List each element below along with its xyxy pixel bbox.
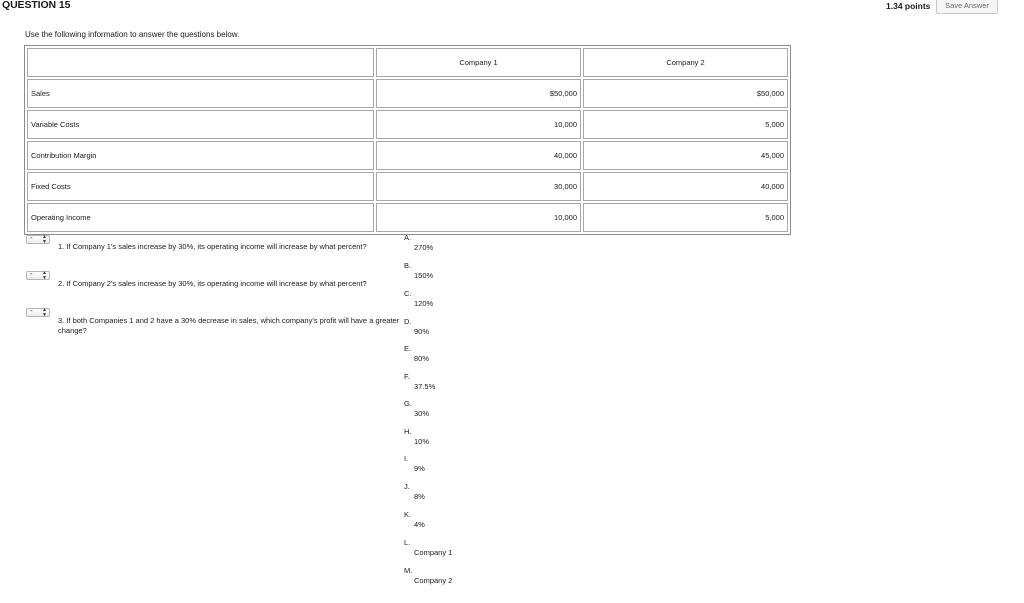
question-3-text: 3. If both Companies 1 and 2 have a 30% decrease in sales, which company's profit will have a greater change? <box>58 316 400 335</box>
option-letter: C. <box>404 289 412 298</box>
intro-text: Use the following information to answer the questions below. <box>25 30 240 39</box>
points-label: 1.34 points <box>886 1 931 11</box>
select-value: - <box>30 233 33 242</box>
option-h <box>404 427 429 446</box>
cell-company-2: 5,000 <box>583 110 788 139</box>
option-value: 10% <box>414 437 430 446</box>
option-value: 90% <box>414 327 430 336</box>
data-table <box>24 45 791 235</box>
option-letter: I. <box>404 454 409 463</box>
option-b <box>404 261 433 280</box>
option-value: 150% <box>414 271 434 280</box>
question-2-text: 2. If Company 2's sales increase by 30%, its operating income will increase by what percent? <box>58 279 367 288</box>
row-label: Operating Income <box>27 203 374 232</box>
option-i <box>404 454 425 473</box>
header-cell-company-2: Company 2 <box>583 48 788 77</box>
option-e <box>404 344 429 363</box>
select-arrows-icon: ▲ ▼ <box>42 234 47 245</box>
option-value: Company 2 <box>414 576 453 585</box>
question-title: QUESTION 15 <box>2 0 71 11</box>
row-label: Variable Costs <box>27 110 374 139</box>
option-value: 120% <box>414 299 434 308</box>
select-value: - <box>30 269 33 278</box>
option-value: 37.5% <box>414 382 436 391</box>
option-letter: D. <box>404 317 412 326</box>
option-g <box>404 399 429 418</box>
option-c <box>404 289 433 308</box>
select-arrows-icon: ▲ ▼ <box>42 307 47 318</box>
table-row <box>27 203 788 232</box>
cell-company-1: 40,000 <box>376 141 581 170</box>
option-k <box>404 510 425 529</box>
cell-company-1: 10,000 <box>376 203 581 232</box>
cell-company-2: 5,000 <box>583 203 788 232</box>
option-value: 30% <box>414 409 430 418</box>
answer-select-q1[interactable] <box>26 235 50 244</box>
question-3 <box>26 306 400 335</box>
option-letter: B. <box>404 261 412 270</box>
question-1-text: 1. If Company 1's sales increase by 30%, its operating income will increase by what percent? <box>58 242 367 251</box>
row-label: Contribution Margin <box>27 141 374 170</box>
cell-company-2: $50,000 <box>583 79 788 108</box>
cell-company-2: 40,000 <box>583 172 788 201</box>
cell-company-1: $50,000 <box>376 79 581 108</box>
option-letter: G. <box>404 399 412 408</box>
option-letter: H. <box>404 427 412 436</box>
cell-company-1: 30,000 <box>376 172 581 201</box>
table-row <box>27 141 788 170</box>
option-value: 4% <box>414 520 425 529</box>
option-a <box>404 233 433 252</box>
option-letter: L. <box>404 538 411 547</box>
option-d <box>404 317 429 336</box>
question-1 <box>26 233 367 251</box>
select-value: - <box>30 306 33 315</box>
option-m <box>404 566 452 585</box>
option-letter: M. <box>404 566 413 575</box>
header-cell-company-1: Company 1 <box>376 48 581 77</box>
option-letter: A. <box>404 233 412 242</box>
option-j <box>404 482 425 501</box>
cell-company-2: 45,000 <box>583 141 788 170</box>
option-letter: K. <box>404 510 412 519</box>
table-header-row <box>27 48 788 77</box>
save-answer-button[interactable]: Save Answer <box>936 0 998 14</box>
option-value: 270% <box>414 243 434 252</box>
option-letter: E. <box>404 344 412 353</box>
answer-select-q2[interactable] <box>26 271 50 280</box>
option-value: 8% <box>414 492 425 501</box>
option-value: 9% <box>414 464 425 473</box>
option-letter: J. <box>404 482 410 491</box>
cell-company-1: 10,000 <box>376 110 581 139</box>
row-label: Fixed Costs <box>27 172 374 201</box>
option-l <box>404 538 452 557</box>
question-2 <box>26 269 367 288</box>
table-row <box>27 110 788 139</box>
header-cell-blank <box>27 48 374 77</box>
table-row <box>27 79 788 108</box>
table-row <box>27 172 788 201</box>
answer-select-q3[interactable] <box>26 308 50 317</box>
row-label: Sales <box>27 79 374 108</box>
option-letter: F. <box>404 372 410 381</box>
option-value: 80% <box>414 354 430 363</box>
option-value: Company 1 <box>414 548 453 557</box>
option-f <box>404 372 435 391</box>
select-arrows-icon: ▲ ▼ <box>42 270 47 281</box>
